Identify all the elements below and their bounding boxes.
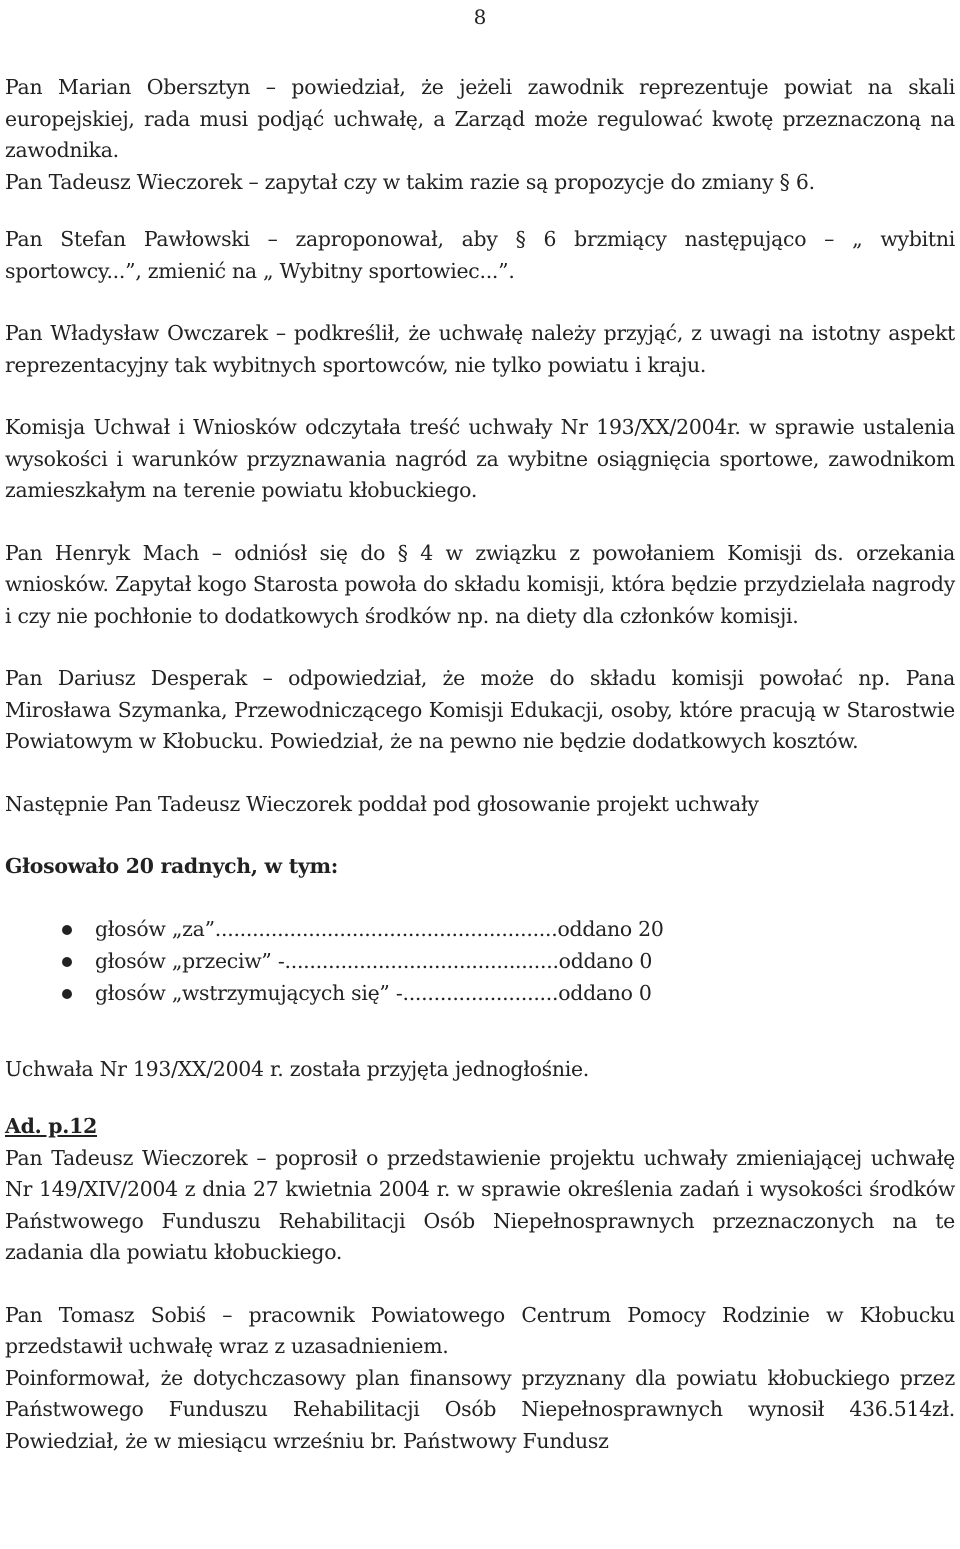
paragraph-result: Uchwała Nr 193/XX/2004 r. została przyjęta jednogłośnie. <box>5 1056 590 1081</box>
paragraph-vote-intro: Następnie Pan Tadeusz Wieczorek poddał pod głosowanie projekt uchwały <box>5 791 759 816</box>
paragraph-owczarek: Pan Władysław Owczarek – podkreślił, że uchwałę należy przyjąć, z uwagi na istotny aspekt reprezentacyjny tak wybitnych sportowców, nie tylko powiatu i kraju. <box>5 321 955 377</box>
document-body <box>5 72 955 1457</box>
paragraph-komisja: Komisja Uchwał i Wniosków odczytała treść uchwały Nr 193/XX/2004r. w sprawie ustalenia wysokości i warunków przyznawania nagród za wybitne osiągnięcia sportowe, zawodnikom zamieszkałym na terenie powiatu kłobuckiego. <box>5 415 955 502</box>
vote-item-wstrzymujacych <box>5 978 955 1010</box>
vote-item-text: głosów „przeciw” -............................................oddano 0 <box>95 948 653 973</box>
vote-item-za <box>5 914 955 946</box>
bullet-icon <box>62 925 72 935</box>
vote-item-przeciw <box>5 946 955 978</box>
paragraph-wieczorek-request: Pan Tadeusz Wieczorek – poprosił o przedstawienie projektu uchwały zmieniającej uchwałę Nr 149/XIV/2004 z dnia 27 kwietnia 2004 r. w sprawie określenia zadań i wysokości środków Państwowego Funduszu Rehabilitacji Osób Niepełnosprawnych przeznaczonych na te zadania dla powiatu kłobuckiego. <box>5 1145 955 1264</box>
page-number: 8 <box>473 5 487 29</box>
paragraph-sobis: Pan Tomasz Sobiś – pracownik Powiatowego Centrum Pomocy Rodzinie w Kłobucku przedstawił uchwałę wraz z uzasadnieniem. <box>5 1302 955 1358</box>
section-heading: Ad. p.12 <box>5 1114 98 1138</box>
paragraph-poinformowal: Poinformował, że dotychczasowy plan finansowy przyznany dla powiatu kłobuckiego przez Państwowego Funduszu Rehabilitacji Osób Niepełnosprawnych wynosił 436.514zł. Powiedział, że w miesiącu wrześniu br. Państwowy Fundusz <box>5 1365 955 1453</box>
vote-heading: Głosowało 20 radnych, w tym: <box>5 854 339 878</box>
paragraph-wieczorek-question: Pan Tadeusz Wieczorek – zapytał czy w takim razie są propozycje do zmiany § 6. <box>5 169 815 194</box>
vote-list <box>5 914 955 1010</box>
paragraph-pawlowski: Pan Stefan Pawłowski – zaproponował, aby § 6 brzmiący następująco – „ wybitni sportowcy...”, zmienić na „ Wybitny sportowiec...”. <box>5 227 955 283</box>
bullet-icon <box>62 989 72 999</box>
paragraph-obersztyn: Pan Marian Obersztyn – powiedział, że jeżeli zawodnik reprezentuje powiat na skali europejskiej, rada musi podjąć uchwałę, a Zarząd może regulować kwotę przeznaczoną na zawodnika. <box>5 75 955 162</box>
paragraph-mach: Pan Henryk Mach – odniósł się do § 4 w związku z powołaniem Komisji ds. orzekania wniosków. Zapytał kogo Starosta powoła do składu komisji, która będzie przydzielała nagrody i czy nie pochłonie to dodatkowych środków np. na diety dla członków komisji. <box>5 540 955 628</box>
bullet-icon <box>62 957 72 967</box>
vote-item-text: głosów „za”.......................................................oddano 20 <box>95 916 664 941</box>
vote-item-text: głosów „wstrzymujących się” -.........................oddano 0 <box>95 980 652 1005</box>
paragraph-desperak: Pan Dariusz Desperak – odpowiedział, że może do składu komisji powołać np. Pana Mirosława Szymanka, Przewodniczącego Komisji Edukacji, osoby, które pracują w Starostwie Powiatowym w Kłobucku. Powiedział, że na pewno nie będzie dodatkowych kosztów. <box>5 666 955 753</box>
